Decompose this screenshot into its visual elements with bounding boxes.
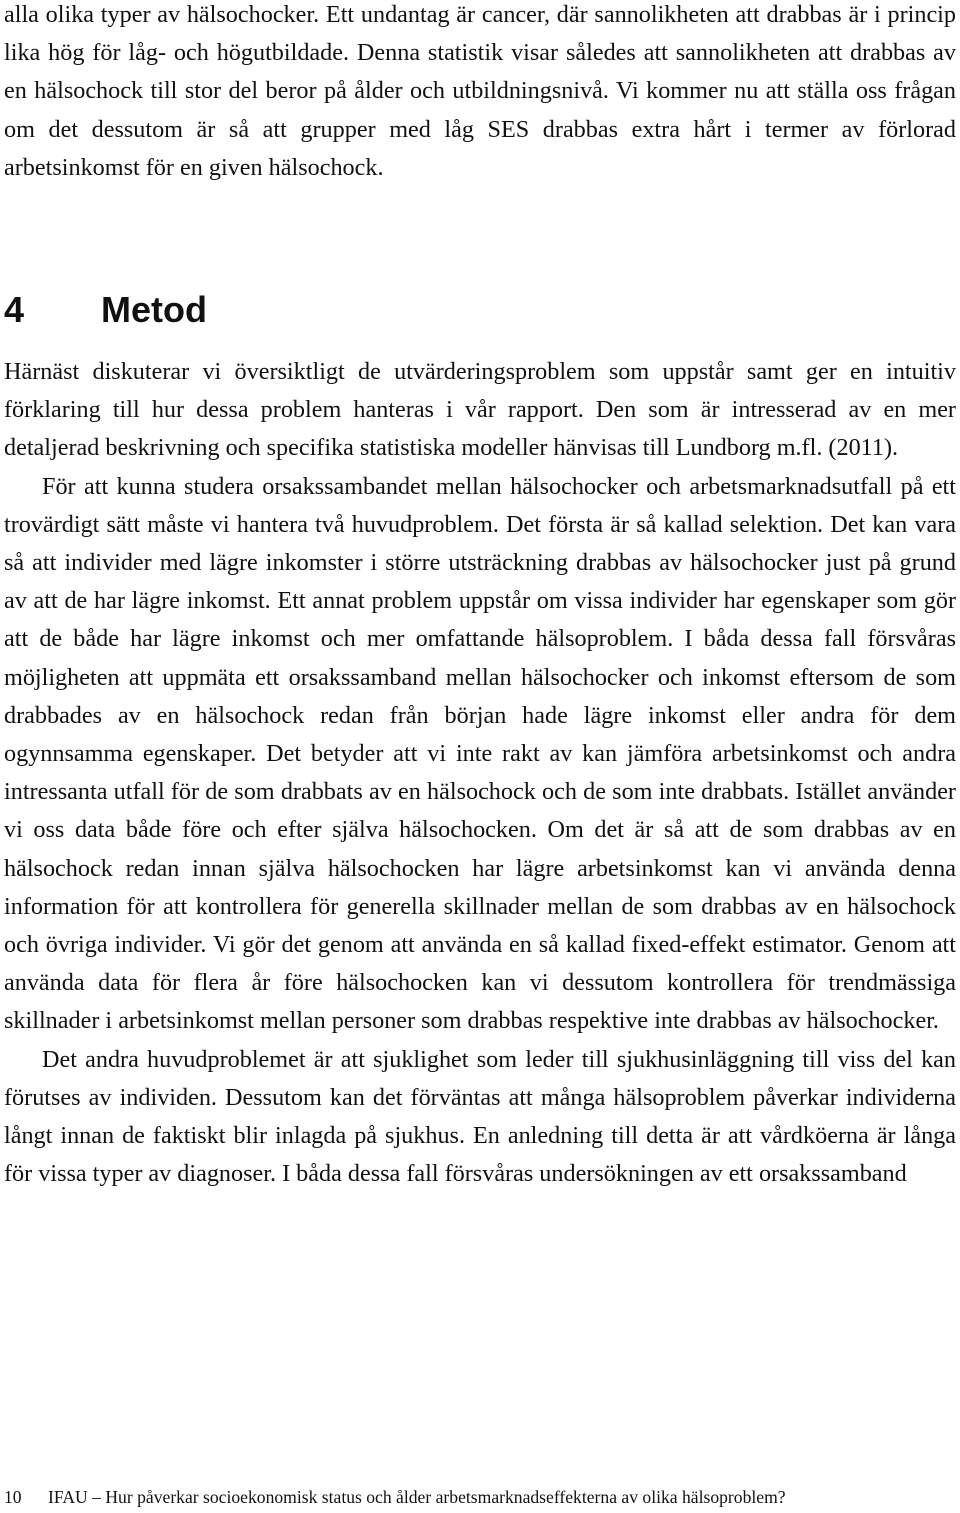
section-heading bbox=[4, 288, 207, 332]
footer-title: IFAU – Hur påverkar socioekonomisk status och ålder arbetsmarknadseffekterna av olika hälsoproblem? bbox=[48, 1487, 786, 1507]
intro-paragraph: alla olika typer av hälsochocker. Ett undantag är cancer, där sannolikheten att drabbas är i princip lika hög för låg- och högutbildade. Denna statistik visar således att sannolikheten att drabbas av en hälsochock till stor del beror på ålder och utbildningsnivå. Vi kommer nu att ställa oss frågan om det dessutom är så att grupper med låg SES drabbas extra hårt i termer av förlorad arbetsinkomst för en given hälsochock. bbox=[4, 1, 956, 181]
paragraph-selection-problem: För att kunna studera orsakssambandet mellan hälsochocker och arbetsmarknadsutfall på ett trovärdigt sätt måste vi hantera två huvudproblem. Det första är så kallad selektion. Det kan vara så att individer med lägre inkomster i större utsträckning drabbas av hälsochocker just på grund av att de har lägre inkomst. Ett annat problem uppstår om vissa individer har egenskaper som gör att de både har lägre inkomst och mer omfattande hälsoproblem. I båda dessa fall försvåras möjligheten att uppmäta ett orsakssamband mellan hälsochocker och inkomst eftersom de som drabbades av en hälsochock redan från början hade lägre inkomst eller andra för dem ogynnsamma egenskaper. Det betyder att vi inte rakt av kan jämföra arbetsinkomst och andra intressanta utfall för de som drabbats av en hälsochock och de som inte drabbats. Istället använder vi oss data både före och efter själva hälsochocken. Om det är så att de som drabbas av en hälsochock redan innan själva hälsochocken har lägre arbetsinkomst kan vi använda denna information för att kontrollera för generella skillnader mellan de som drabbas av en hälsochock och övriga individer. Vi gör det genom att använda en så kallad fixed-effekt estimator. Genom att använda data för flera år före hälsochocken kan vi dessutom kontrollera för trendmässiga skillnader i arbetsinkomst mellan personer som drabbas respektive inte drabbas av hälsochocker. bbox=[4, 472, 956, 1035]
section-body bbox=[4, 353, 956, 1193]
paragraph-overview: Härnäst diskuterar vi översiktligt de utvärderingsproblem som uppstår samt ger en intuitiv förklaring till hur dessa problem hanteras i vår rapport. Den som är intresserad av en mer detaljerad beskrivning och specifika statistiska modeller hänvisas till Lundborg m.fl. (2011). bbox=[4, 358, 956, 462]
section-title: Metod bbox=[101, 289, 207, 330]
paragraph-second-problem: Det andra huvudproblemet är att sjuklighet som leder till sjukhusinläggning till viss del kan förutses av individen. Dessutom kan det förväntas att många hälsoproblem påverkar individerna långt innan de faktiskt blir inlagda på sjukhus. En anledning till detta är att vårdköerna är långa för vissa typer av diagnoser. I båda dessa fall försvåras undersökningen av ett orsakssamband bbox=[4, 1045, 956, 1188]
page-number: 10 bbox=[4, 1487, 22, 1507]
section-number: 4 bbox=[4, 289, 25, 330]
page-footer bbox=[4, 1485, 960, 1509]
